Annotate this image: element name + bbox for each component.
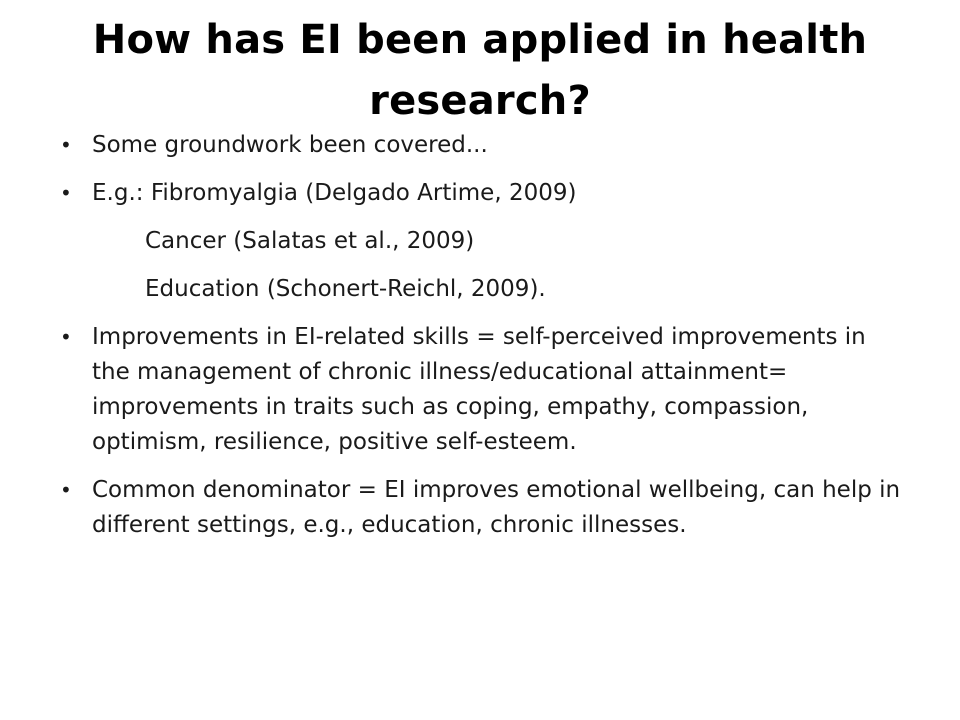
example-line-education: Education (Schonert-Reichl, 2009).: [145, 276, 546, 302]
bullet-text: Improvements in EI-related skills = self-perceived improvements in the management of chronic illness/educational attainment= improvements in traits such as coping, empathy, compassion, optimism, resilience, positive self-esteem.: [92, 324, 866, 455]
bullet-text: Common denominator = EI improves emotional wellbeing, can help in different settings, e.g., education, chronic illnesses.: [92, 477, 901, 538]
bullet-dot-icon: •: [60, 181, 72, 205]
bullet-item-common-denominator: [56, 473, 906, 543]
bullet-dot-icon: •: [60, 478, 72, 502]
bullet-dot-icon: •: [60, 133, 72, 157]
bullet-dot-icon: •: [60, 325, 72, 349]
bullet-text: E.g.: Fibromyalgia (Delgado Artime, 2009): [92, 180, 577, 206]
bullet-list: [56, 128, 906, 556]
slide-title: How has EI been applied in health research?: [92, 17, 868, 124]
bullet-item-groundwork: [56, 128, 906, 163]
example-line-cancer: Cancer (Salatas et al., 2009): [145, 228, 475, 254]
bullet-item-examples: [56, 176, 906, 307]
bullet-item-improvements: [56, 320, 906, 460]
bullet-text: Some groundwork been covered...: [92, 132, 488, 158]
